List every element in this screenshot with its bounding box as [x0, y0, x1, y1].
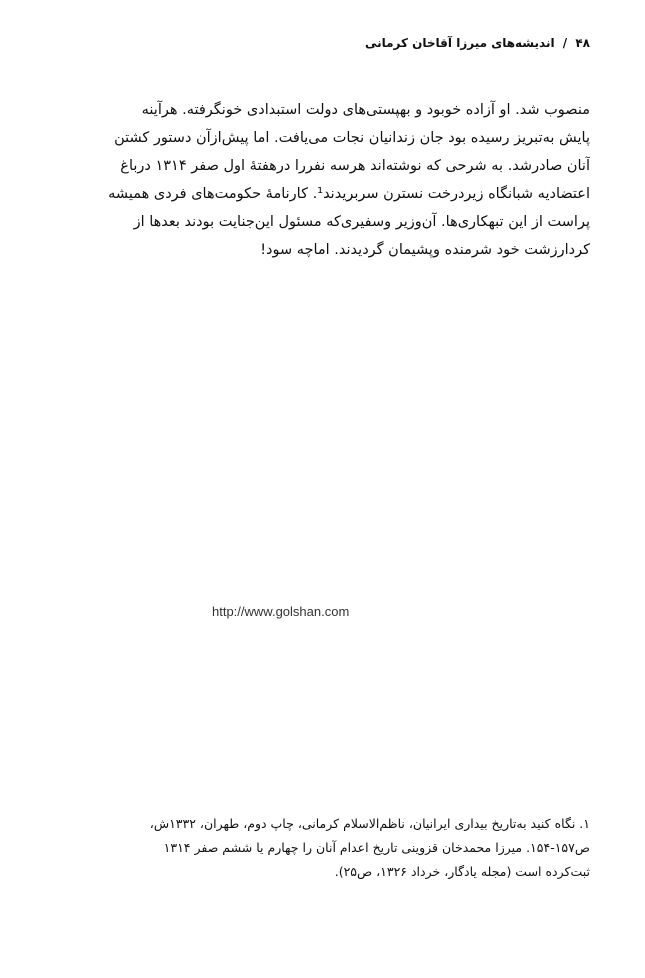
page-number: ۴۸: [575, 36, 590, 50]
header-separator: /: [562, 36, 568, 50]
watermark-url: http://www.golshan.com: [212, 604, 350, 619]
body-line: پراست از این تبهکاری‌ها. آن‌وزیر وسفیری‌که مسئول این‌جنایت بودند بعدها از: [133, 214, 590, 230]
running-header: [360, 36, 590, 50]
footnote-line: ص۱۵۷-۱۵۴. میرزا محمدخان قزوینی تاریخ اعدام آنان را چهارم یا ششم صفر ۱۳۱۴: [163, 840, 590, 855]
body-paragraph: [28, 96, 590, 264]
body-line: اعتضادیه شبانگاه زیردرخت نسترن سربریدند¹. کارنامهٔ حکومت‌های فردی همیشه: [108, 186, 590, 202]
body-line: کردارزشت خود شرمنده وپشیمان گردیدند. اماچه سود!: [260, 242, 590, 258]
body-line: پایش به‌تبریز رسیده بود جان زندانیان نجات می‌یافت. اما پیش‌ازآن دستور کشتن: [114, 130, 590, 146]
body-line: منصوب شد. او آزاده خوبود و بهپستی‌های دولت استبدادی خونگرفته. هرآینه: [141, 102, 590, 118]
book-title: اندیشه‌های میرزا آقاخان کرمانی: [364, 36, 555, 50]
footnote: [28, 812, 590, 884]
footnote-line: ۱. نگاه کنید به‌تاریخ بیداری ایرانیان، ناظم‌الاسلام کرمانی، چاپ دوم، طهران، ۱۳۳۲ش،: [149, 816, 590, 831]
footnote-line: ثبت‌کرده است (مجله یادگار، خرداد ۱۳۲۶، ص۲۵).: [334, 864, 590, 879]
body-line: آنان صادرشد. به شرحی که نوشته‌اند هرسه نفررا درهفتهٔ اول صفر ۱۳۱۴ درباغ: [120, 158, 590, 174]
